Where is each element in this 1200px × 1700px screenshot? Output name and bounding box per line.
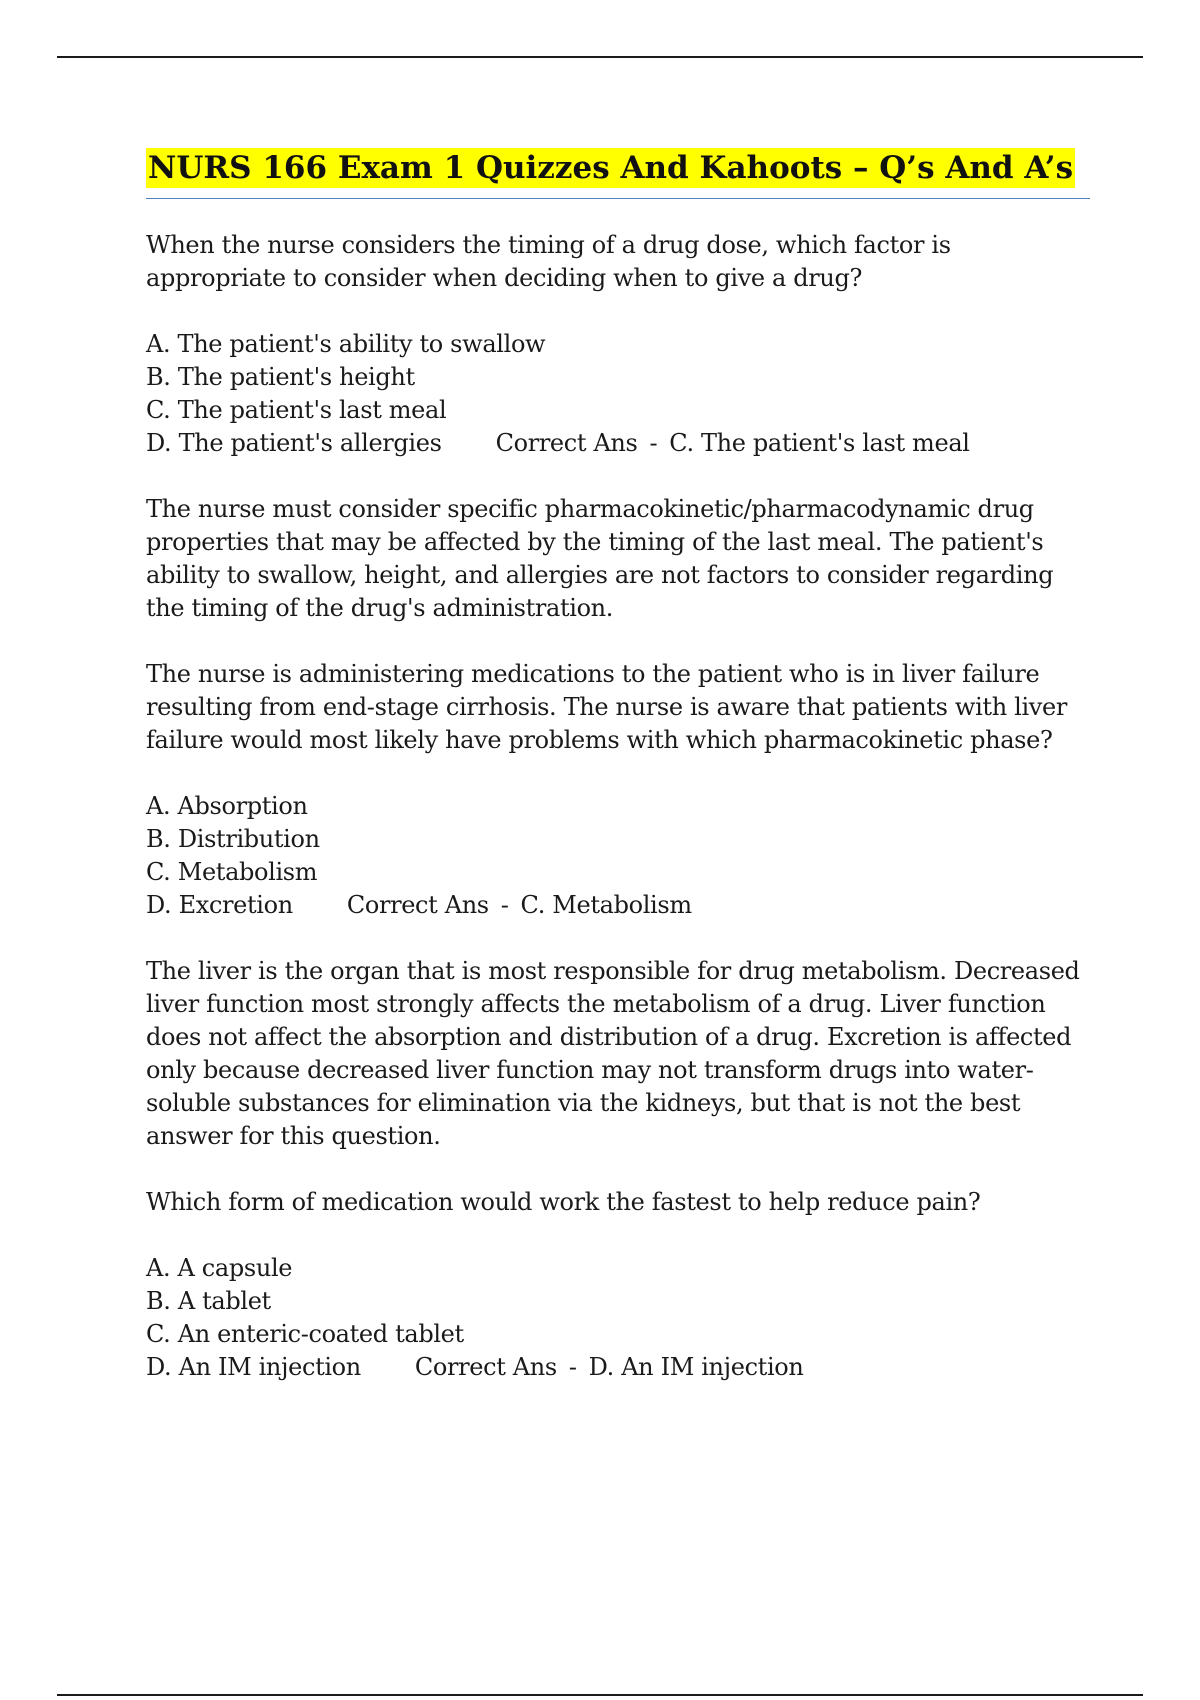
header-rule	[57, 56, 1143, 58]
title-block	[146, 146, 1090, 199]
q2-answer-separator: -	[500, 891, 509, 919]
q3-option-c: C. An enteric-coated tablet	[146, 1320, 464, 1348]
q2-option-c: C. Metabolism	[146, 858, 318, 886]
q2-option-d: D. Excretion	[146, 891, 293, 919]
q3-answer-label: Correct Ans	[414, 1353, 557, 1381]
q1-answer: C. The patient's last meal	[669, 429, 970, 457]
question-2-rationale: The liver is the organ that is most responsible for drug metabolism. Decreased liver function most strongly affects the metabolism of a drug. Liver function does not affect the absorption and distribution of a drug. Excretion is affected only because decreased liver function may not transform drugs into water-soluble substances for elimination via the kidneys, but that is not the best answer for this question.	[146, 957, 1080, 1150]
question-1-text: When the nurse considers the timing of a drug dose, which factor is appropriate to consider when deciding when to give a drug?	[146, 231, 951, 292]
q2-answer-label: Correct Ans	[346, 891, 489, 919]
q2-option-b: B. Distribution	[146, 825, 320, 853]
q1-option-d-line	[146, 427, 1090, 460]
q3-option-d-line	[146, 1351, 1090, 1384]
q3-option-b: B. A tablet	[146, 1287, 271, 1315]
q1-option-b: B. The patient's height	[146, 363, 415, 391]
document-title: NURS 166 Exam 1 Quizzes And Kahoots – Q’s And A’s	[148, 150, 1074, 186]
q2-option-a: A. Absorption	[146, 792, 308, 820]
q1-answer-separator: -	[649, 429, 658, 457]
question-1-rationale: The nurse must consider specific pharmacokinetic/pharmacodynamic drug properties that may be affected by the timing of the last meal. The patient's ability to swallow, height, and allergies are not factors to consider regarding the timing of the drug's administration.	[146, 495, 1054, 622]
q3-answer-separator: -	[568, 1353, 577, 1381]
q1-option-c: C. The patient's last meal	[146, 396, 447, 424]
footer-rule	[57, 1694, 1143, 1696]
q1-option-d: D. The patient's allergies	[146, 429, 442, 457]
q2-answer: C. Metabolism	[520, 891, 692, 919]
q2-option-d-line	[146, 889, 1090, 922]
q3-option-a: A. A capsule	[146, 1254, 293, 1282]
question-3-text: Which form of medication would work the fastest to help reduce pain?	[146, 1188, 981, 1216]
question-2-options	[146, 790, 1090, 922]
q3-option-d: D. An IM injection	[146, 1353, 361, 1381]
q3-answer: D. An IM injection	[588, 1353, 804, 1381]
q1-answer-label: Correct Ans	[495, 429, 638, 457]
q1-option-a: A. The patient's ability to swallow	[146, 330, 546, 358]
question-1-options	[146, 328, 1090, 460]
question-3-options	[146, 1252, 1090, 1384]
question-2-text: The nurse is administering medications to the patient who is in liver failure resulting from end-stage cirrhosis. The nurse is aware that patients with liver failure would most likely have problems with which pharmacokinetic phase?	[146, 660, 1067, 754]
document-body	[146, 146, 1090, 1417]
